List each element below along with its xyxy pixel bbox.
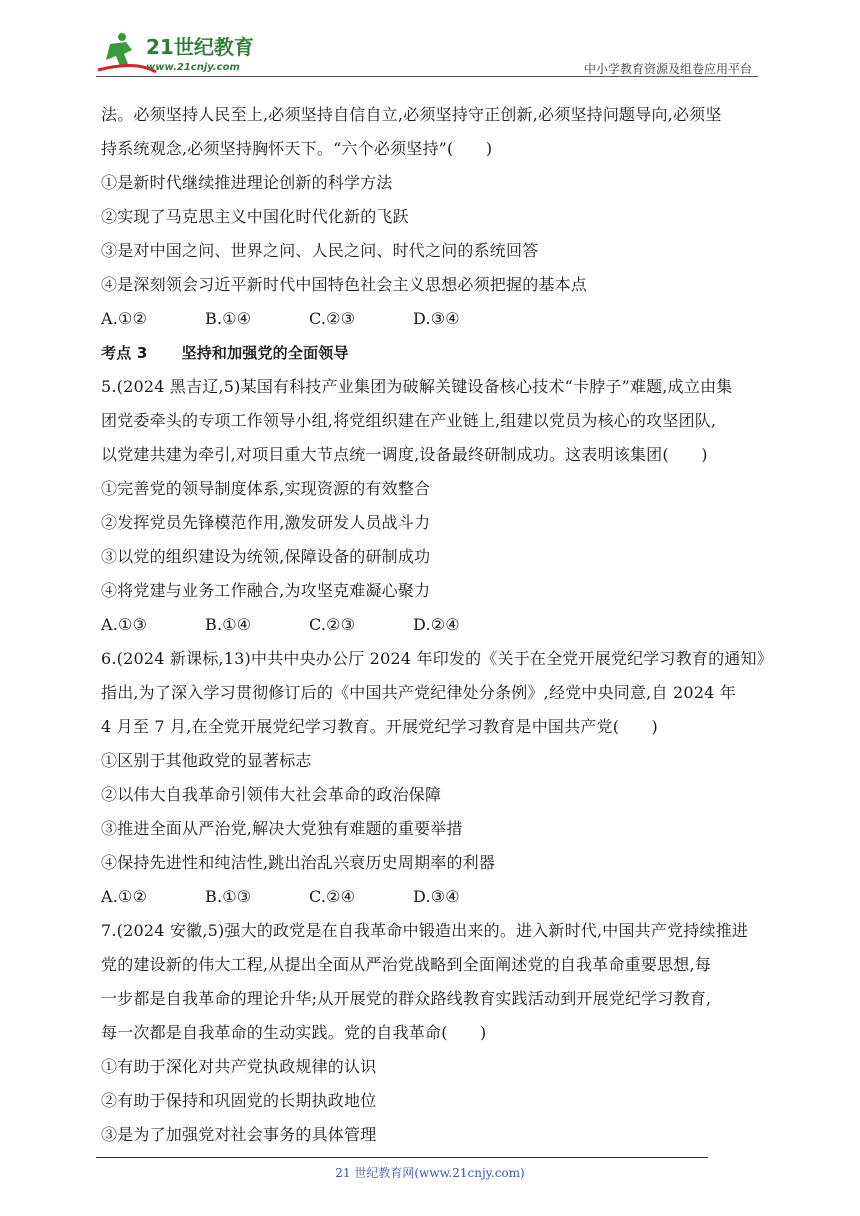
question-stem: 5.(2024 黑吉辽,5)某国有科技产业集团为破解关键设备核心技术“卡脖子”难题,成立由集 <box>101 377 733 396</box>
svg-text:21世纪教育: 21世纪教育 <box>146 35 254 59</box>
question-stem: 以党建共建为牵引,对项目重大节点统一调度,设备最终研制成功。这表明该集团( ) <box>101 445 708 464</box>
choice-statement: ②以伟大自我革命引领伟大社会革命的政治保障 <box>101 785 442 804</box>
choice-statement: ②实现了马克思主义中国化时代化新的飞跃 <box>101 207 409 226</box>
option-d: D.③④ <box>413 887 460 906</box>
question-stem: 6.(2024 新课标,13)中共中央办公厅 2024 年印发的《关于在全党开展党纪学习教育的通知》 <box>101 649 773 668</box>
option-b: B.①④ <box>205 309 252 328</box>
option-c: C.②④ <box>309 887 356 906</box>
choice-statement: ①有助于深化对共产党执政规律的认识 <box>101 1057 377 1076</box>
answer-options-q4 <box>101 302 771 336</box>
answer-options-q5 <box>101 608 771 642</box>
footer-text: 21 世纪教育网(www.21cnjy.com) <box>335 1166 525 1180</box>
platform-name: 中小学教育资源及组卷应用平台 <box>583 62 752 76</box>
page-content <box>101 98 771 1152</box>
option-b: B.①④ <box>205 615 252 634</box>
choice-statement: ③以党的组织建设为统领,保障设备的研制成功 <box>101 547 431 566</box>
option-d: D.③④ <box>413 309 460 328</box>
choice-statement: ①是新时代继续推进理论创新的科学方法 <box>101 173 393 192</box>
option-a: A.①② <box>101 887 148 906</box>
choice-statement: ②有助于保持和巩固党的长期执政地位 <box>101 1091 377 1110</box>
choice-statement: ④将党建与业务工作融合,为攻坚克难凝心聚力 <box>101 581 431 600</box>
answer-options-q6 <box>101 880 771 914</box>
option-c: C.②③ <box>309 309 356 328</box>
choice-statement: ③推进全面从严治党,解决大党独有难题的重要举措 <box>101 819 463 838</box>
question-stem: 4 月至 7 月,在全党开展党纪学习教育。开展党纪学习教育是中国共产党( ) <box>101 717 658 736</box>
option-d: D.②④ <box>413 615 460 634</box>
question-stem: 每一次都是自我革命的生动实践。党的自我革命( ) <box>101 1023 487 1042</box>
choice-statement: ②发挥党员先锋模范作用,激发研发人员战斗力 <box>101 513 431 532</box>
section-title: 坚持和加强党的全面领导 <box>181 344 349 362</box>
question-stem: 党的建设新的伟大工程,从提出全面从严治党战略到全面阐述党的自我革命重要思想,每 <box>101 955 711 974</box>
page-header <box>96 30 758 78</box>
choice-statement: ④保持先进性和纯洁性,跳出治乱兴衰历史周期率的利器 <box>101 853 496 872</box>
choice-statement: ④是深刻领会习近平新时代中国特色社会主义思想必须把握的基本点 <box>101 275 588 294</box>
footer-divider <box>96 1157 708 1158</box>
svg-text:www.21cnjy.com: www.21cnjy.com <box>146 62 240 73</box>
choice-statement: ③是对中国之问、世界之问、人民之问、时代之问的系统回答 <box>101 241 539 260</box>
section-number: 考点 3 <box>101 344 148 362</box>
question-stem: 一步都是自我革命的理论升华;从开展党的群众路线教育实践活动到开展党纪学习教育, <box>101 989 712 1008</box>
site-logo <box>96 30 266 76</box>
section-heading <box>101 336 771 370</box>
question-stem: 7.(2024 安徽,5)强大的政党是在自我革命中锻造出来的。进入新时代,中国共产党持续推进 <box>101 921 749 940</box>
choice-statement: ③是为了加强党对社会事务的具体管理 <box>101 1125 377 1144</box>
option-b: B.①③ <box>205 887 252 906</box>
choice-statement: ①区别于其他政党的显著标志 <box>101 751 312 770</box>
option-a: A.①③ <box>101 615 148 634</box>
option-a: A.①② <box>101 309 148 328</box>
text-line: 持系统观念,必须坚持胸怀天下。“六个必须坚持”( ) <box>101 139 493 158</box>
header-divider <box>96 76 758 77</box>
question-stem: 指出,为了深入学习贯彻修订后的《中国共产党纪律处分条例》,经党中央同意,自 2024 年 <box>101 683 736 702</box>
question-stem: 团党委牵头的专项工作领导小组,将党组织建在产业链上,组建以党员为核心的攻坚团队, <box>101 411 717 430</box>
text-line: 法。必须坚持人民至上,必须坚持自信自立,必须坚持守正创新,必须坚持问题导向,必须坚 <box>101 105 722 124</box>
choice-statement: ①完善党的领导制度体系,实现资源的有效整合 <box>101 479 431 498</box>
option-c: C.②③ <box>309 615 356 634</box>
